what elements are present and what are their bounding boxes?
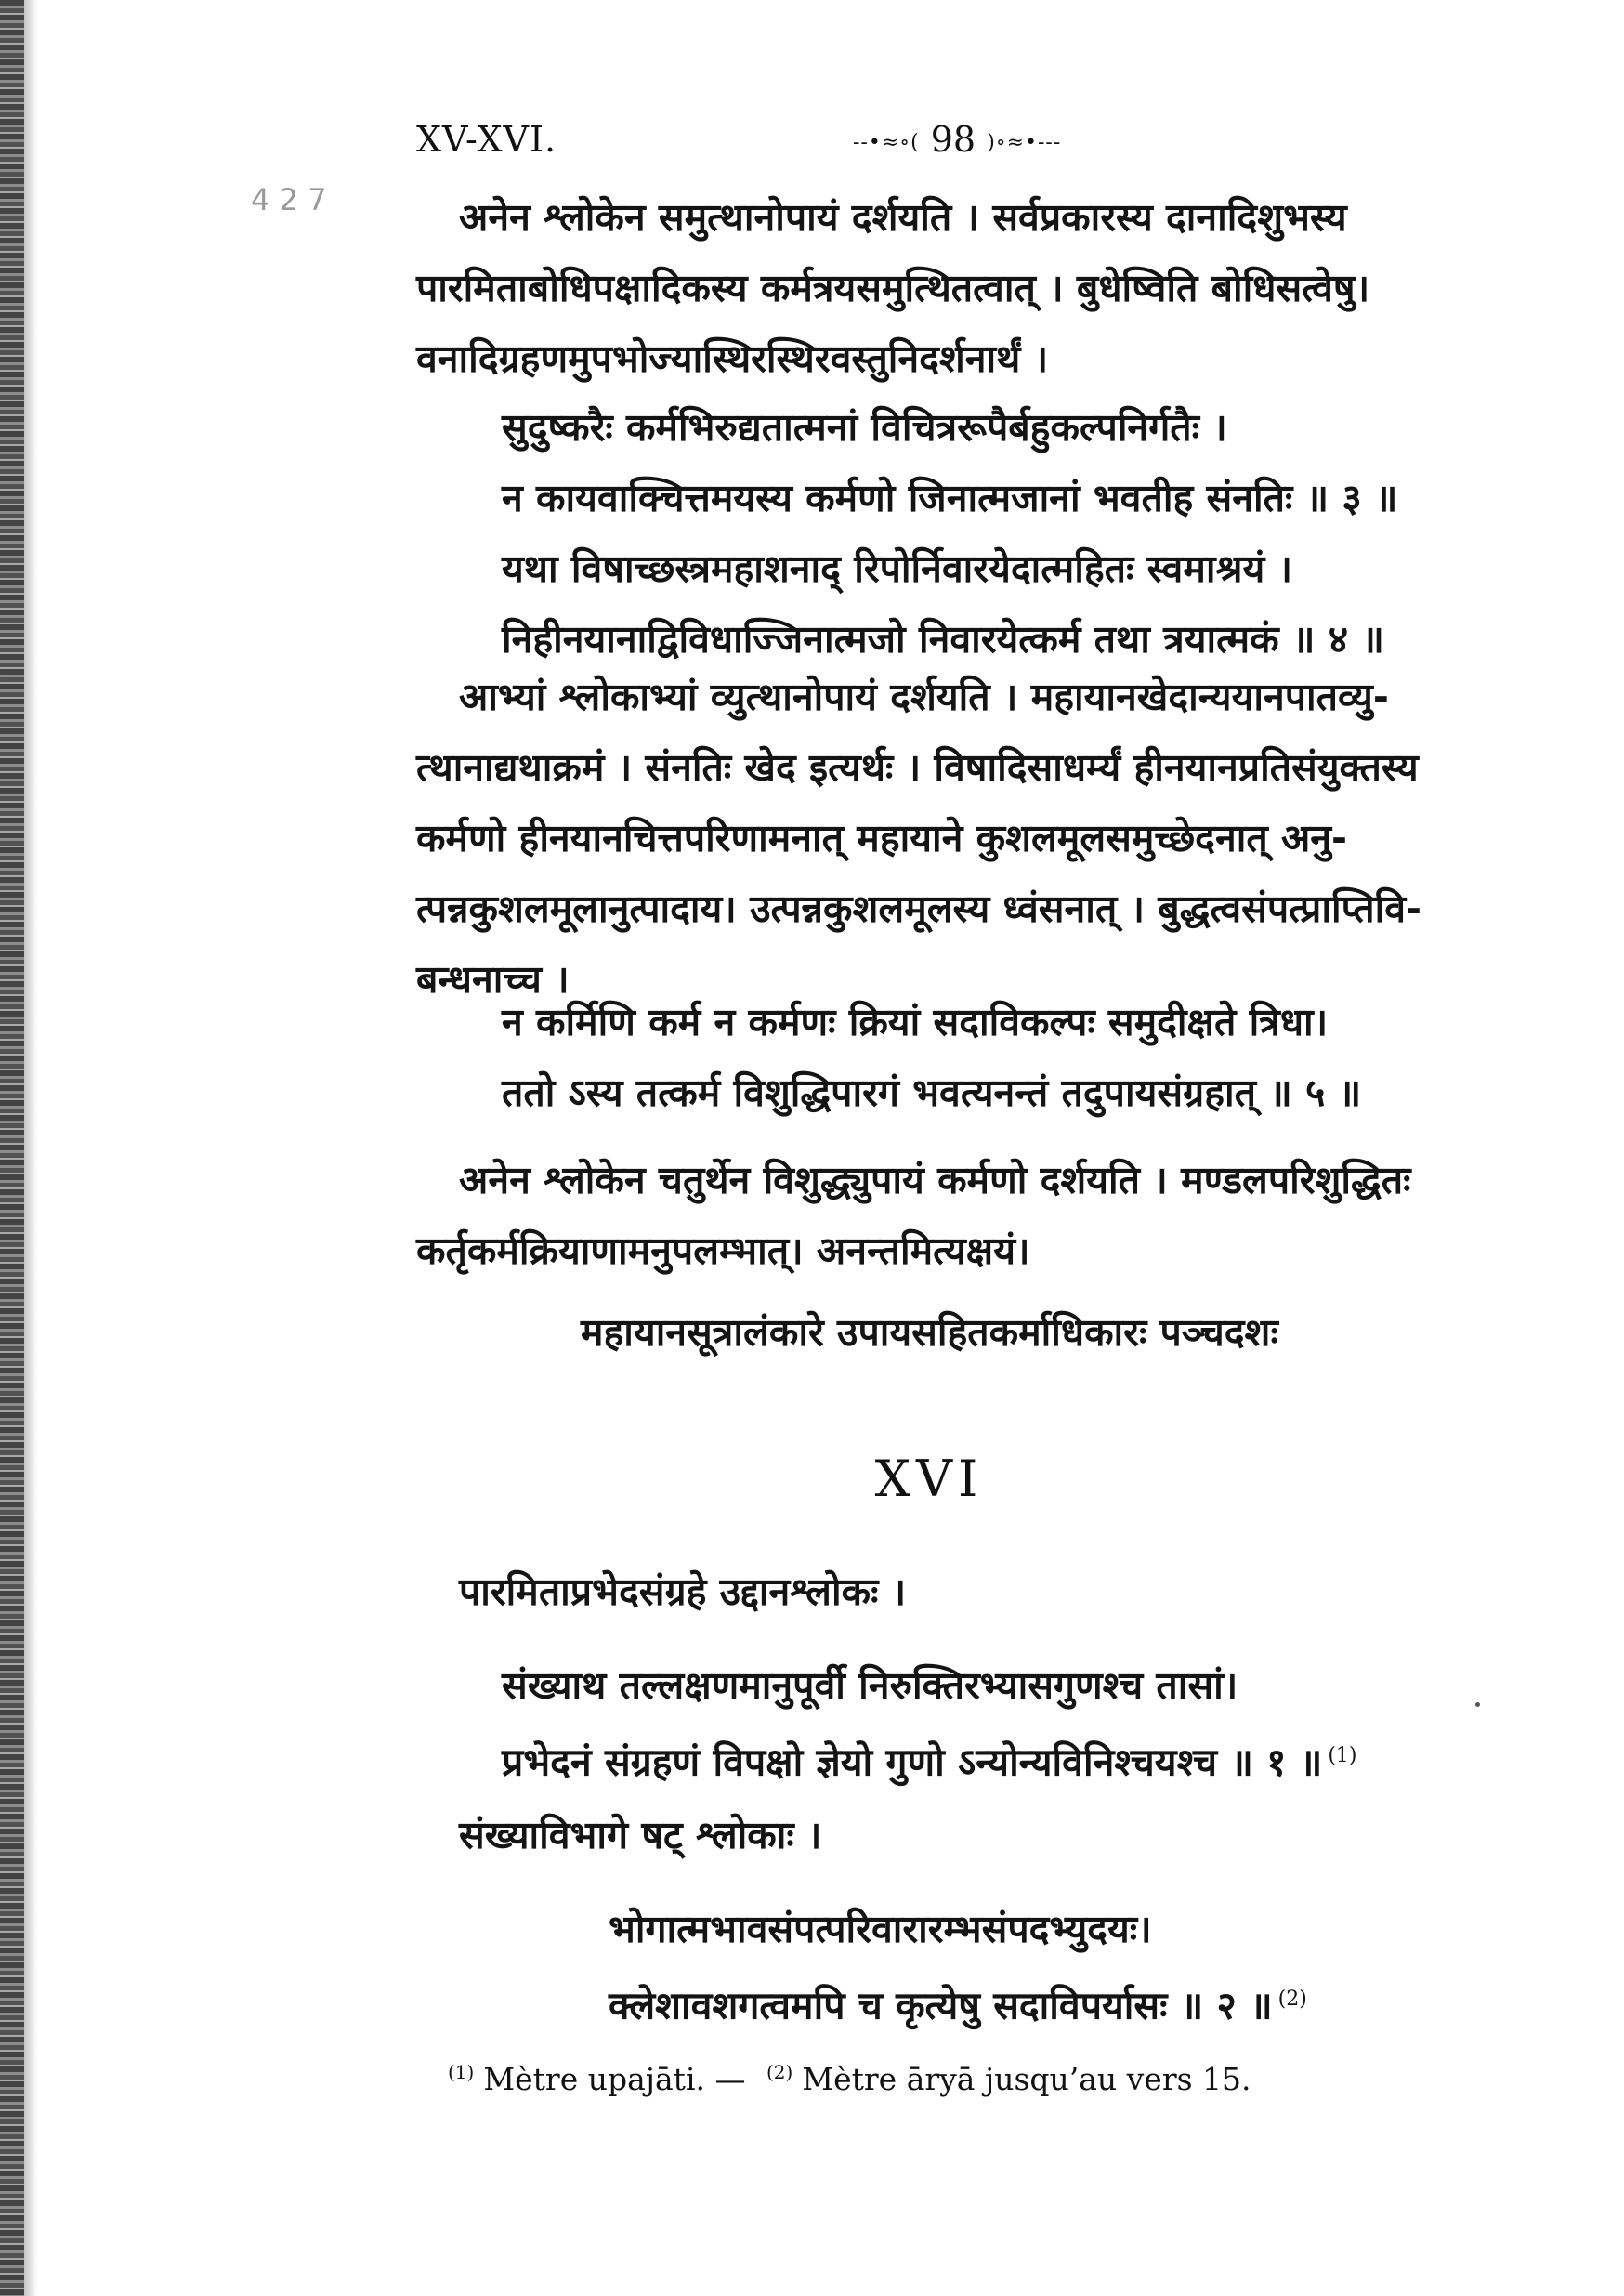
running-header <box>416 119 1587 175</box>
text-line: कर्मणो हीनयानचित्तपरिणामनात्‌ महायाने कुशलमूलसमुच्छेदनात्‌ अनु- <box>416 816 1348 860</box>
verse-text: क्लेशावशगत्वमपि च कृत्येषु सदाविपर्यासः ॥ २ ॥ <box>609 1983 1273 2028</box>
text-line: आभ्यां श्लोकाभ्यां व्युत्थानोपायं दर्शयति । महायानखेदान्ययानपातव्यु- <box>459 675 1389 719</box>
page-number: 98 <box>930 119 976 160</box>
verse-line: सुदुष्करैः कर्मभिरुद्यतात्मनां विचित्ररूपैर्बहुकल्पनिर्गतैः । <box>502 405 1227 450</box>
footnote-mark-1: (1) <box>1328 1744 1357 1767</box>
margin-pencil-note: 4 2 7 <box>251 182 327 217</box>
text-line: वनादिग्रहणमुपभोज्यास्थिरस्थिरवस्तुनिदर्शनार्थं । <box>416 336 1049 381</box>
verse-block-2 <box>609 1894 1584 2041</box>
footnote-ref-1: (1) <box>448 2061 475 2083</box>
text-line: त्थानाद्यथाक्रमं । संनतिः खेद इत्यर्थः । विषादिसाधर्म्यं हीनयानप्रतिसंयुक्तस्य <box>416 745 1419 790</box>
ornament-right: )∘≈•--- <box>987 131 1062 154</box>
section-heading-uddana: पारमिताप्रभेदसंग्रहे उद्दानश्लोकः । <box>459 1569 907 1614</box>
ornament-left: --•≈∘( <box>853 131 920 154</box>
footnote-ref-2: (2) <box>766 2061 793 2083</box>
verse-line: यथा विषाच्छस्त्रमहाशनाद्‌ रिपोर्निवारयेदात्महितः स्वमाश्रयं । <box>502 546 1293 591</box>
text-line: त्पन्नकुशलमूलानुत्पादाय। उत्पन्नकुशलमूलस्य ध्वंसनात्‌ । बुद्धत्वसंपत्प्राप्तिवि- <box>416 886 1422 931</box>
chapter-heading: XVI <box>874 1450 984 1508</box>
section-heading-sankhya: संख्याविभागे षट् श्लोकाः । <box>459 1813 822 1857</box>
section-range: XV-XVI. <box>416 119 557 160</box>
page-number-block <box>853 119 1061 160</box>
footnotes <box>448 2061 1251 2097</box>
verse-block-3-4 <box>502 392 1579 675</box>
verse-block-1 <box>502 1650 1579 1798</box>
stray-mark <box>1475 1702 1480 1707</box>
text-line: पारमिताबोधिपक्षादिकस्य कर्मत्रयसमुत्थितत्वात् । बुधेष्विति बोधिसत्वेषु। <box>416 266 1370 310</box>
text-line: अनेन श्लोकेन चतुर्थेन विशुद्ध्युपायं कर्मणो दर्शयति । मण्डलपरिशुद्धितः <box>459 1158 1411 1202</box>
chapter-colophon: महायानसूत्रालंकारे उपायसहितकर्माधिकारः पञ्चदशः <box>581 1310 1278 1355</box>
verse-line: भोगात्मभावसंपत्परिवारारम्भसंपदभ्युदयः। <box>609 1907 1152 1951</box>
footnote-mark-2: (2) <box>1277 1988 1307 2011</box>
verse-line: न कायवाक्चित्तमयस्य कर्मणो जिनात्मजानां भवतीह संनतिः ॥ ३ ॥ <box>502 476 1398 520</box>
commentary-paragraph-3 <box>416 1145 1578 1286</box>
text-line: बन्धनाच्च । <box>416 957 570 1002</box>
verse-line: ततो ऽस्य तत्कर्म विशुद्धिपारगं भवत्यनन्तं तदुपायसंग्रहात्‌ ॥ ५ ॥ <box>502 1070 1362 1115</box>
text-line: कर्तृकर्मक्रियाणामनुपलम्भात्‌। अनन्तमित्यक्षयं। <box>416 1228 1030 1273</box>
text-line: अनेन श्लोकेन समुत्थानोपायं दर्शयति । सर्वप्रकारस्य दानादिशुभस्य <box>459 195 1347 240</box>
verse-line: संख्याथ तल्लक्षणमानुपूर्वी निरुक्तिरभ्यासगुणश्च तासां। <box>502 1663 1238 1708</box>
verse-block-5 <box>502 987 1579 1128</box>
binding-shade <box>24 0 37 2296</box>
footnote-text-1: Mètre upajāti. — <box>483 2061 746 2097</box>
verse-line: निहीनयानाद्विविधाज्जिनात्मजो निवारयेत्कर्म तथा त्रयात्मकं ॥ ४ ॥ <box>502 617 1384 662</box>
commentary-paragraph-2 <box>416 662 1578 1015</box>
verse-line <box>609 1964 1584 2041</box>
verse-text: प्रभेदनं संग्रहणं विपक्षो ज्ञेयो गुणो ऽन्योन्यविनिश्चयश्च ॥ १ ॥ <box>502 1739 1323 1785</box>
verse-line: न कर्मिणि कर्म न कर्मणः क्रियां सदाविकल्पः समुदीक्षते त्रिधा। <box>502 1000 1329 1044</box>
commentary-paragraph-1 <box>416 182 1578 394</box>
footnote-text-2: Mètre āryā jusqu’au vers 15. <box>802 2061 1251 2097</box>
verse-line <box>502 1721 1579 1798</box>
binding-edge <box>0 0 24 2296</box>
